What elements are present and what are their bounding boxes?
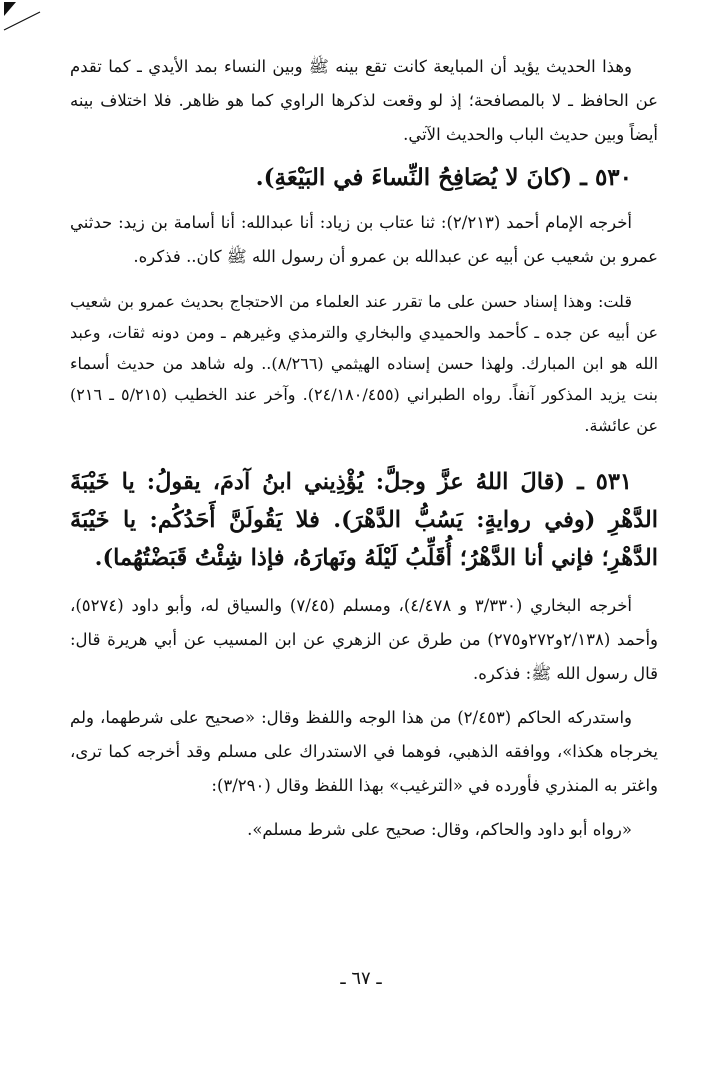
hadith-530-heading: ٥٣٠ ـ (كانَ لا يُصَافِحُ النِّساءَ في البَيْعَةِ). — [255, 164, 632, 191]
hadith-531-hakim-paragraph: واستدركه الحاكم (٢/٤٥٣) من هذا الوجه واللفظ وقال: «صحيح على شرطهما، ولم يخرجاه هكذا»، ووافقه الذهبي، فوهما في الاستدراك على مسلم وقد أخرجه كما ترى، واغتر به المنذري فأورده في «الترغيب» بهذا اللفظ وقال (٣/٢٩٠): — [70, 708, 658, 795]
hadith-530-comment: قلت: وهذا إسناد حسن على ما تقرر عند العلماء من الاحتجاج بحديث عمرو بن شعيب عن أبيه عن جده ـ كأحمد والحميدي والبخاري والترمذي وغيرهم ـ ومن دونه ثقات، وعبد الله هو ابن المبارك. ولهذا حسن إسناده الهيثمي (٨/٢٦٦).. وله شاهد من حديث أسماء بنت يزيد المذكور آنفاً. رواه الطبراني (٢٤/١٨٠/٤٥٥). وآخر عند الخطيب (٥/٢١٥ ـ ٢١٦) عن عائشة. — [70, 292, 659, 435]
intro-paragraph: وهذا الحديث يؤيد أن المبايعة كانت تقع بينه ﷺ وبين النساء بمد الأيدي ـ كما تقدم عن الحافظ ـ لا بالمصافحة؛ إذ لو وقعت لذكرها الراوي كما هو ظاهر. فلا اختلاف بينه أيضاً وبين حديث الباب والحديث الآتي. — [70, 57, 658, 144]
hadith-531-heading: ٥٣١ ـ (قالَ اللهُ عزَّ وجلَّ: يُؤْذِيني ابنُ آدمَ، يقولُ: يا خَيْبَةَ الدَّهْرِ (وفي روايةٍ: يَسُبُّ الدَّهْرَ). فلا يَقُولَنَّ أَحَدُكُم: يا خَيْبَةَ الدَّهْرِ؛ فإني أنا الدَّهْرُ؛ أُقَلِّبُ لَيْلَهُ ونَهارَهُ، فإذا شِئْتُ قَبَضْتُهُما). — [70, 469, 658, 571]
page-corner-mark — [0, 0, 50, 36]
hadith-530-takhrij: أخرجه الإمام أحمد (٢/٢١٣): ثنا عتاب بن زياد: أنا عبدالله: أنا أسامة بن زيد: حدثني عمرو بن شعيب عن أبيه عن عبدالله بن عمرو أن رسول الله ﷺ كان.. فذكره. — [70, 213, 658, 266]
hadith-531-quote: «رواه أبو داود والحاكم، وقال: صحيح على شرط مسلم». — [247, 820, 632, 839]
hadith-531-takhrij: أخرجه البخاري (٣/٣٣٠ و ٤/٤٧٨)، ومسلم (٧/٤٥) والسياق له، وأبو داود (٥٢٧٤)، وأحمد (٢/١٣٨و٢٧٢و٢٧٥) من طرق عن الزهري عن ابن المسيب عن أبي هريرة قال: قال رسول الله ﷺ: فذكره. — [70, 596, 658, 683]
book-page-body — [70, 50, 658, 847]
page-number: ـ ٦٧ ـ — [340, 968, 382, 989]
